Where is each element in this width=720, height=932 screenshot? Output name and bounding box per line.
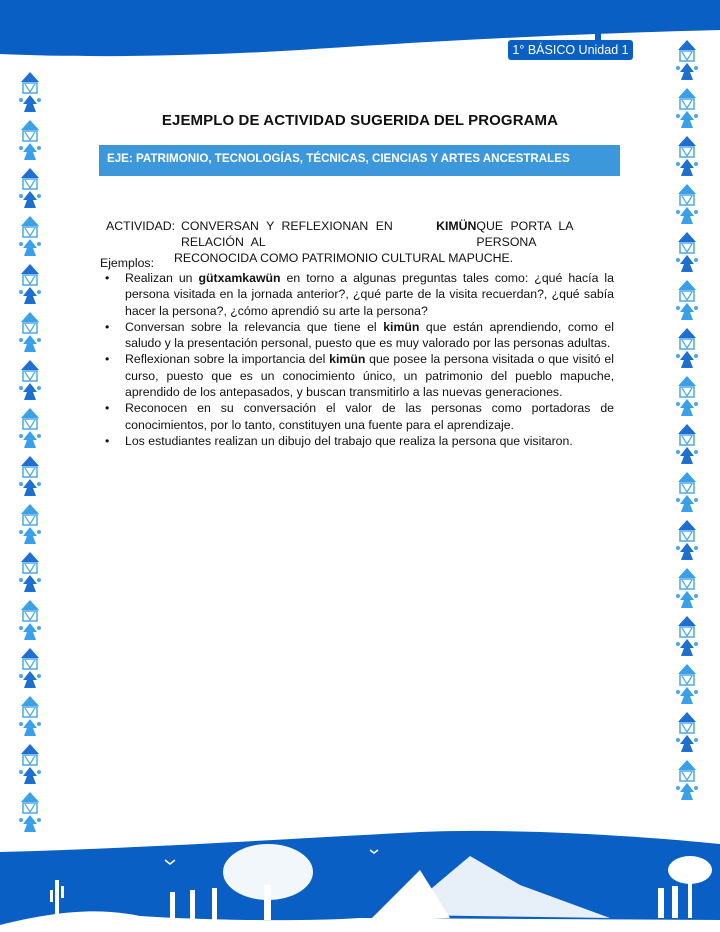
textile-motif-icon — [17, 358, 43, 406]
left-decorative-border — [17, 70, 43, 838]
textile-motif-icon — [17, 310, 43, 358]
textile-motif-icon — [17, 166, 43, 214]
list-item: • Realizan un gütxamkawün en torno a algunas preguntas tales como: ¿qué hacía la persona visitada en la jornada anterior?, ¿qué parte de la visita recuerdan?, ¿qué sabía hacer la persona?, ¿cómo aprendió su arte la persona? — [105, 271, 614, 318]
textile-motif-icon — [674, 518, 700, 566]
textile-motif-icon — [17, 550, 43, 598]
textile-motif-icon — [674, 86, 700, 134]
textile-motif-icon — [674, 710, 700, 758]
textile-motif-icon — [17, 214, 43, 262]
bullet-icon: • — [105, 433, 110, 448]
examples-label: Ejemplos: — [100, 256, 154, 270]
textile-motif-icon — [17, 118, 43, 166]
textile-motif-icon — [674, 470, 700, 518]
textile-motif-icon — [674, 182, 700, 230]
list-item: • Reflexionan sobre la importancia del kimün que posee la persona visitada o que visitó el curso, puesto que es un conocimiento único, un patrimonio del pueblo mapuche, aprendido de los antepasados, y buscan transmitirlo a las nuevas generaciones. — [105, 352, 614, 400]
list-item: • Reconocen en su conversación el valor de las personas como portadoras de conocimientos, por lo tanto, constituyen una fuente para el aprendizaje. — [105, 401, 614, 432]
bullet-icon: • — [105, 271, 110, 285]
activity-keyword: KIMÜN — [436, 219, 477, 233]
textile-motif-icon — [17, 406, 43, 454]
textile-motif-icon — [17, 70, 43, 118]
textile-motif-icon — [674, 566, 700, 614]
textile-motif-icon — [674, 614, 700, 662]
unit-badge: 1° BÁSICO Unidad 1 — [508, 40, 633, 60]
textile-motif-icon — [674, 758, 700, 806]
examples-list — [100, 270, 614, 449]
textile-motif-icon — [674, 230, 700, 278]
textile-motif-icon — [17, 694, 43, 742]
list-item: • Conversan sobre la relevancia que tiene el kimün que están aprendiendo, como el saludo y la presentación personal, puesto que es muy valorado por las personas adultas. — [105, 319, 614, 351]
textile-motif-icon — [17, 598, 43, 646]
right-decorative-border — [674, 38, 700, 806]
textile-motif-icon — [674, 278, 700, 326]
eje-banner — [99, 145, 620, 176]
eje-label: EJE: PATRIMONIO, TECNOLOGÍAS, TÉCNICAS, CIENCIAS Y ARTES ANCESTRALES — [107, 152, 570, 165]
activity-text-part1: CONVERSAN Y REFLEXIONAN EN RELACIÓN AL — [181, 219, 393, 249]
textile-motif-icon — [17, 742, 43, 790]
list-item: • Los estudiantes realizan un dibujo del trabajo que realiza la persona que visitaron. — [105, 433, 573, 448]
textile-motif-icon — [674, 134, 700, 182]
activity-text-part2: QUE PORTA LA PERSONA — [476, 219, 573, 249]
textile-motif-icon — [674, 326, 700, 374]
textile-motif-icon — [17, 646, 43, 694]
bullet-icon: • — [105, 401, 110, 416]
textile-motif-icon — [17, 454, 43, 502]
activity-text-line2: RECONOCIDA COMO PATRIMONIO CULTURAL MAPUCHE. — [174, 251, 514, 265]
textile-motif-icon — [17, 262, 43, 310]
bullet-icon: • — [105, 352, 110, 367]
textile-motif-icon — [674, 374, 700, 422]
textile-motif-icon — [17, 502, 43, 550]
bullet-icon: • — [105, 319, 110, 334]
textile-motif-icon — [674, 422, 700, 470]
textile-motif-icon — [674, 38, 700, 86]
textile-motif-icon — [674, 662, 700, 710]
activity-label: ACTIVIDAD: — [106, 219, 176, 233]
page-title: EJEMPLO DE ACTIVIDAD SUGERIDA DEL PROGRAMA — [161, 112, 559, 129]
activity-heading — [106, 218, 614, 266]
footer-landscape-illustration — [0, 830, 720, 932]
